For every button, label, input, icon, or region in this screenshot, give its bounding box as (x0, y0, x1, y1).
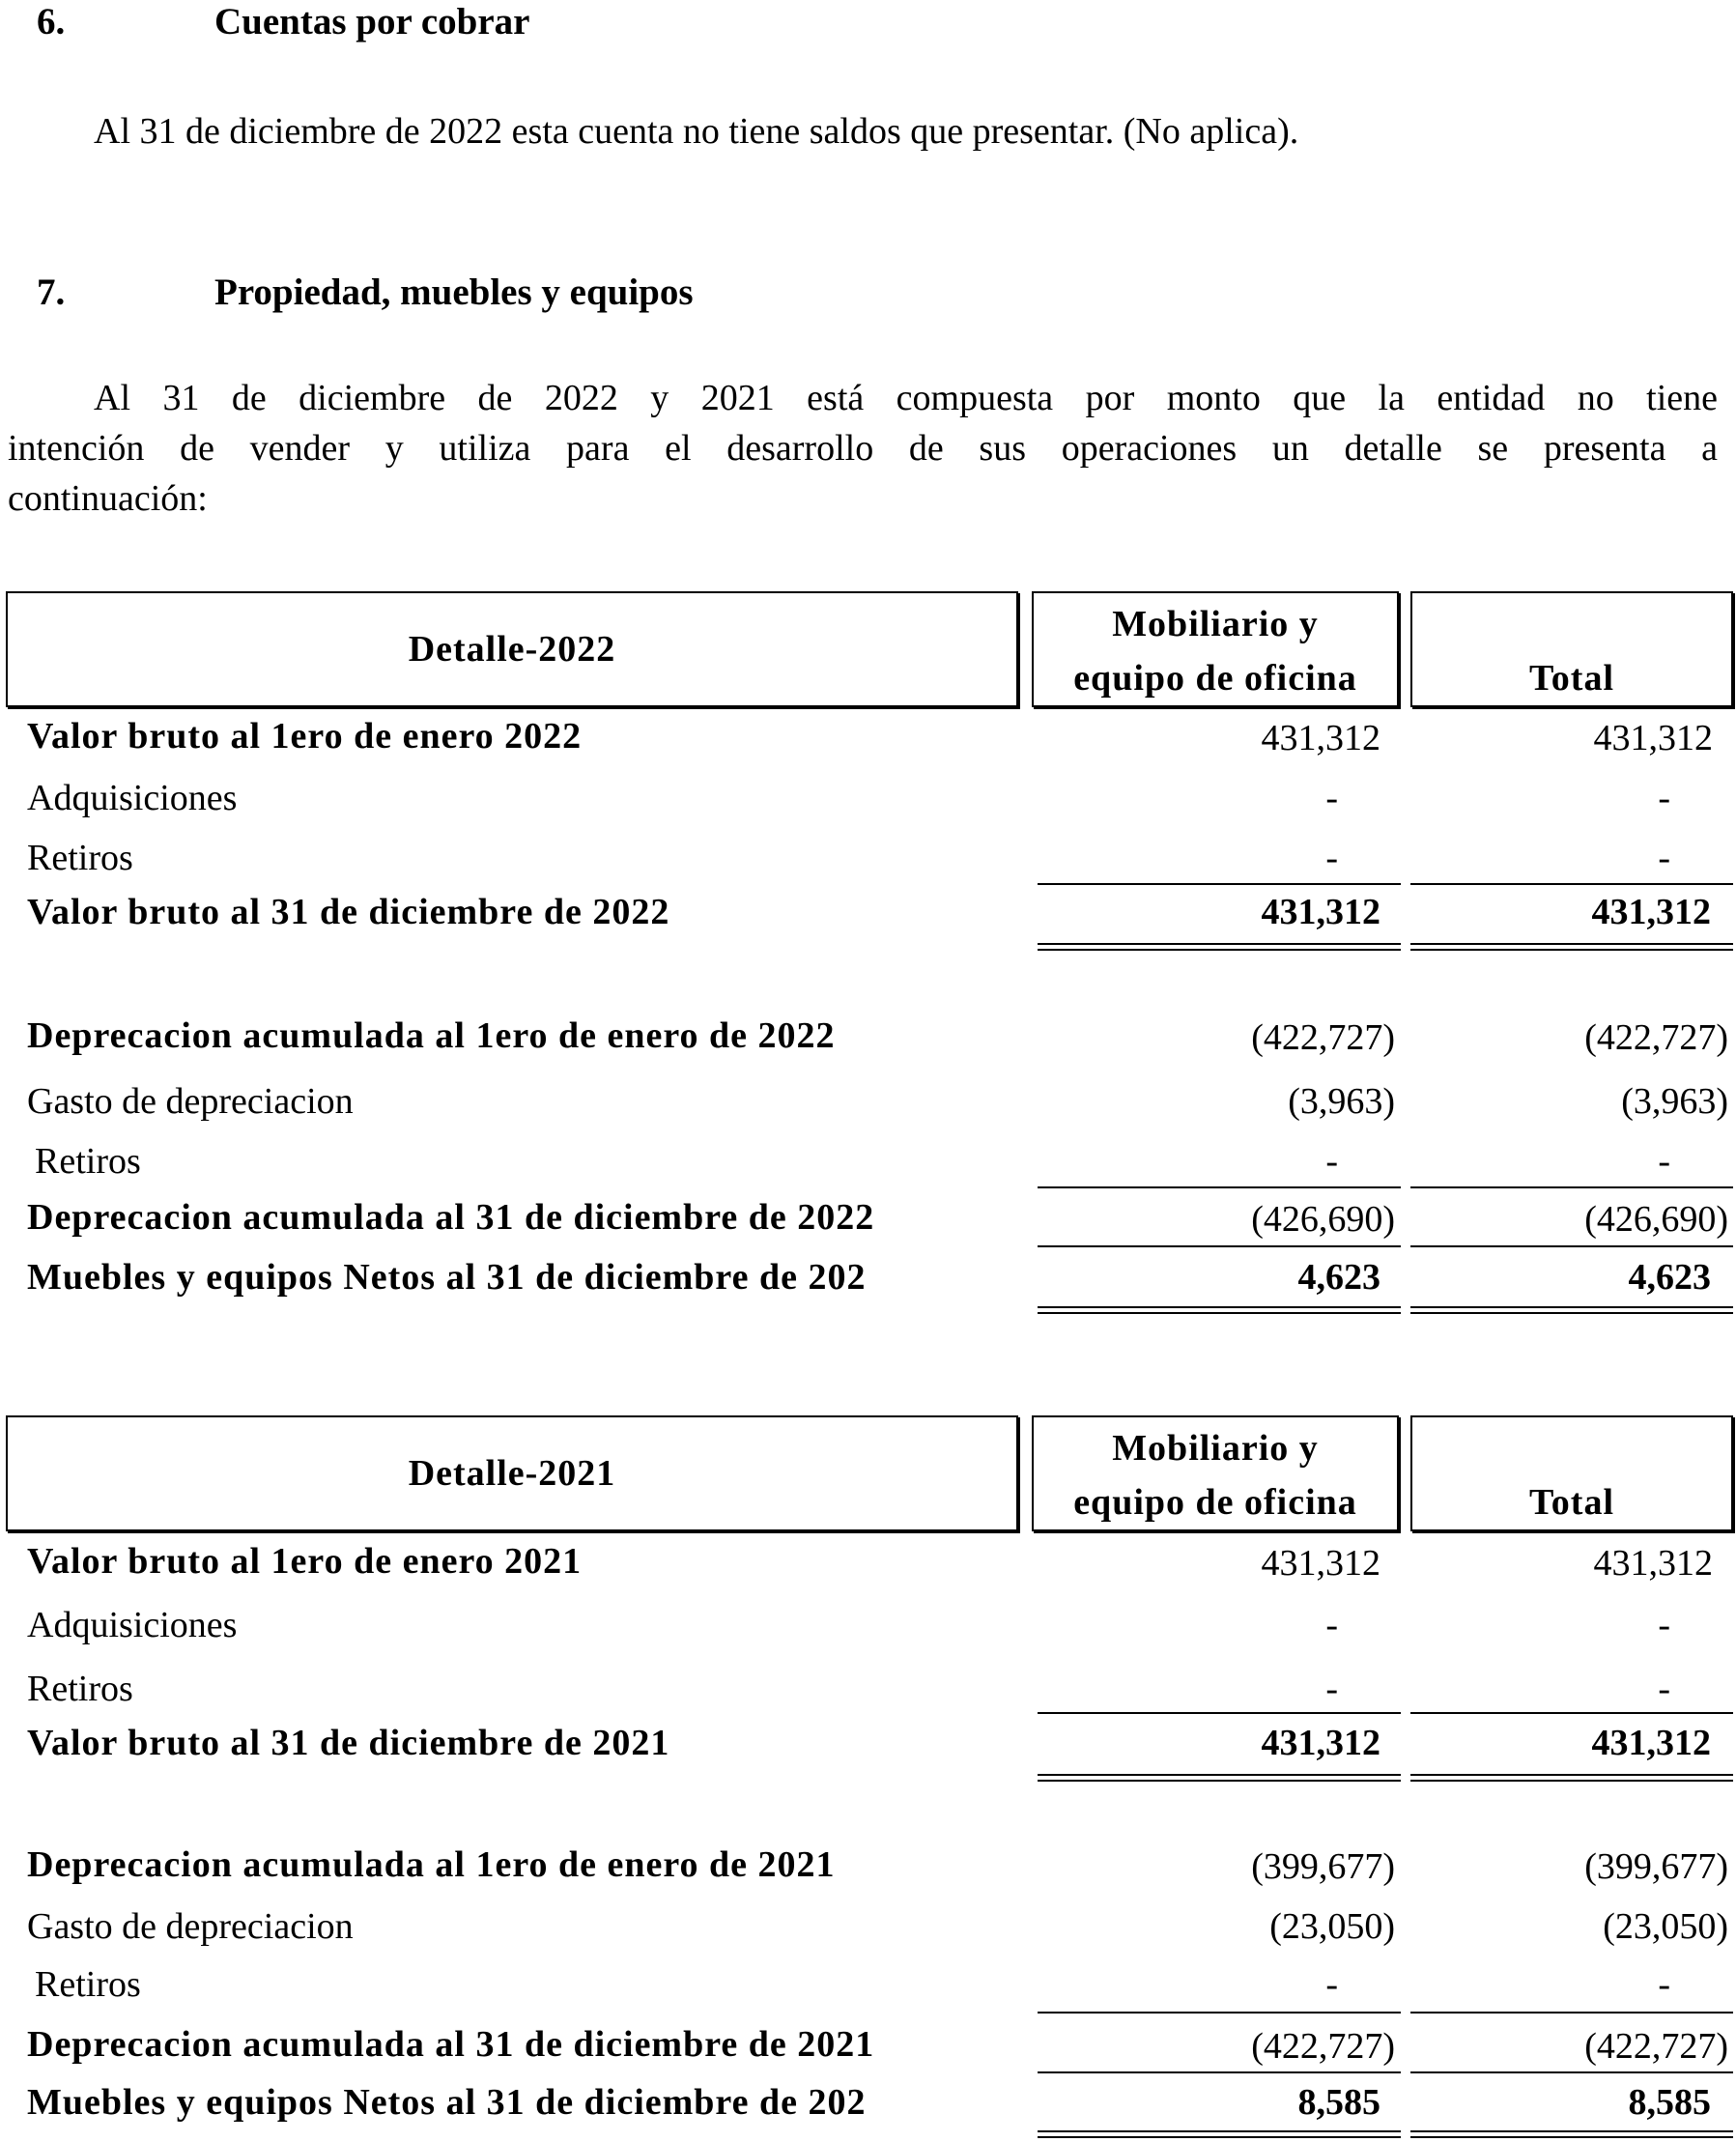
subtotal-rule (1410, 1712, 1733, 1714)
header-detail: Detalle-2022 (408, 629, 616, 670)
table-cell-col2: 431,312 (1591, 892, 1711, 932)
subtotal-rule (1410, 1186, 1733, 1188)
table-cell-col2: (23,050) (1603, 1906, 1728, 1947)
table-row-label: Adquisiciones (27, 778, 238, 818)
total-double-rule (1410, 1774, 1733, 1782)
section-6-text: Al 31 de diciembre de 2022 esta cuenta no tiene saldos que presentar. (No aplica). (94, 111, 1299, 152)
subtotal-rule (1038, 1186, 1401, 1188)
table-row-label: Retiros (35, 1964, 141, 2005)
table-row-label: Retiros (27, 1669, 133, 1709)
table-cell-col2: 431,312 (1591, 1723, 1711, 1763)
subtotal-rule (1410, 2071, 1733, 2073)
subtotal-rule (1410, 1245, 1733, 1247)
total-double-rule (1410, 1306, 1733, 1314)
paragraph-line-1: Al 31 de diciembre de 2022 y 2021 está compuesta por monto que la entidad no tiene (94, 378, 1718, 418)
table-cell-col1: 4,623 (1297, 1257, 1380, 1298)
table-cell-col1: - (1325, 1669, 1338, 1709)
table-cell-col1: (23,050) (1269, 1906, 1395, 1947)
subtotal-rule (1038, 883, 1401, 885)
table-cell-col1: (422,727) (1251, 2026, 1395, 2067)
table-cell-col1: (399,677) (1251, 1846, 1395, 1887)
header-col1-line2: equipo de oficina (1073, 1482, 1357, 1523)
table-cell-col2: (3,963) (1621, 1081, 1728, 1122)
total-double-rule (1410, 943, 1733, 951)
paragraph-line-2: intención de vender y utiliza para el desarrollo de sus operaciones un detalle se presenta a (8, 428, 1718, 469)
subtotal-rule (1410, 883, 1733, 885)
header-col1-box (1032, 1415, 1399, 1531)
table-cell-col2: - (1658, 1669, 1670, 1709)
table-row-label: Valor bruto al 1ero de enero 2022 (27, 716, 583, 757)
table-cell-col1: 431,312 (1261, 1543, 1380, 1584)
section-7-title: Propiedad, muebles y equipos (214, 271, 694, 313)
header-col1-line1: Mobiliario y (1112, 604, 1319, 644)
table-row-label: Deprecacion acumulada al 31 de diciembre de 2021 (27, 2024, 875, 2065)
subtotal-rule (1038, 2071, 1401, 2073)
total-double-rule (1038, 1306, 1401, 1314)
table-cell-col2: - (1658, 1964, 1670, 2005)
table-cell-col2: 4,623 (1628, 1257, 1711, 1298)
subtotal-rule (1038, 2012, 1401, 2013)
table-cell-col2: 431,312 (1593, 718, 1713, 758)
table-cell-col1: - (1325, 1605, 1338, 1645)
table-cell-col2: - (1658, 778, 1670, 818)
section-6-number: 6. (37, 1, 66, 43)
table-row-label: Retiros (35, 1141, 141, 1182)
table-cell-col2: 8,585 (1628, 2082, 1711, 2123)
total-double-rule (1410, 2130, 1733, 2138)
table-row-label: Gasto de depreciacion (27, 1906, 354, 1947)
table-row-label: Muebles y equipos Netos al 31 de diciembre de 202 (27, 1257, 867, 1298)
table-cell-col2: - (1658, 838, 1670, 878)
header-col2: Total (1528, 658, 1615, 699)
table-row-label: Gasto de depreciacion (27, 1081, 354, 1122)
subtotal-rule (1410, 2012, 1733, 2013)
subtotal-rule (1038, 1245, 1401, 1247)
total-double-rule (1038, 1774, 1401, 1782)
table-cell-col1: (422,727) (1251, 1017, 1395, 1058)
header-detail-box (6, 591, 1018, 707)
table-cell-col1: 431,312 (1261, 892, 1380, 932)
section-7-number: 7. (37, 271, 66, 313)
table-cell-col1: 8,585 (1297, 2082, 1380, 2123)
header-col2: Total (1528, 1482, 1615, 1523)
subtotal-rule (1038, 1712, 1401, 1714)
header-detail-box (6, 1415, 1018, 1531)
header-col1-box (1032, 591, 1399, 707)
table-row-label: Deprecacion acumulada al 1ero de enero de 2022 (27, 1015, 836, 1056)
table-row-label: Muebles y equipos Netos al 31 de diciembre de 202 (27, 2082, 867, 2123)
total-double-rule (1038, 943, 1401, 951)
header-detail: Detalle-2021 (408, 1453, 616, 1494)
table-cell-col1: - (1325, 1964, 1338, 2005)
table-row-label: Deprecacion acumulada al 1ero de enero de 2021 (27, 1844, 836, 1885)
section-6-title: Cuentas por cobrar (214, 1, 530, 43)
table-cell-col1: 431,312 (1261, 718, 1380, 758)
table-cell-col1: (426,690) (1251, 1199, 1395, 1240)
table-row-label: Adquisiciones (27, 1605, 238, 1645)
table-cell-col1: - (1325, 1141, 1338, 1182)
header-col2-box (1410, 591, 1733, 707)
section-7-paragraph (8, 373, 1718, 524)
table-row-label: Retiros (27, 838, 133, 878)
total-double-rule (1038, 2130, 1401, 2138)
header-col1-line1: Mobiliario y (1112, 1428, 1319, 1469)
table-row-label: Deprecacion acumulada al 31 de diciembre de 2022 (27, 1197, 875, 1238)
table-cell-col1: - (1325, 838, 1338, 878)
table-cell-col1: (3,963) (1288, 1081, 1395, 1122)
table-cell-col2: (426,690) (1584, 1199, 1728, 1240)
table-cell-col2: (422,727) (1584, 2026, 1728, 2067)
table-cell-col1: - (1325, 778, 1338, 818)
table-cell-col2: (399,677) (1584, 1846, 1728, 1887)
header-col1-line2: equipo de oficina (1073, 658, 1357, 699)
table-row-label: Valor bruto al 1ero de enero 2021 (27, 1541, 583, 1582)
header-col2-box (1410, 1415, 1733, 1531)
table-cell-col2: 431,312 (1593, 1543, 1713, 1584)
table-cell-col2: - (1658, 1605, 1670, 1645)
table-row-label: Valor bruto al 31 de diciembre de 2022 (27, 892, 670, 932)
table-cell-col2: (422,727) (1584, 1017, 1728, 1058)
table-cell-col1: 431,312 (1261, 1723, 1380, 1763)
paragraph-line-3: continuación: (8, 478, 208, 519)
table-cell-col2: - (1658, 1141, 1670, 1182)
table-row-label: Valor bruto al 31 de diciembre de 2021 (27, 1723, 670, 1763)
